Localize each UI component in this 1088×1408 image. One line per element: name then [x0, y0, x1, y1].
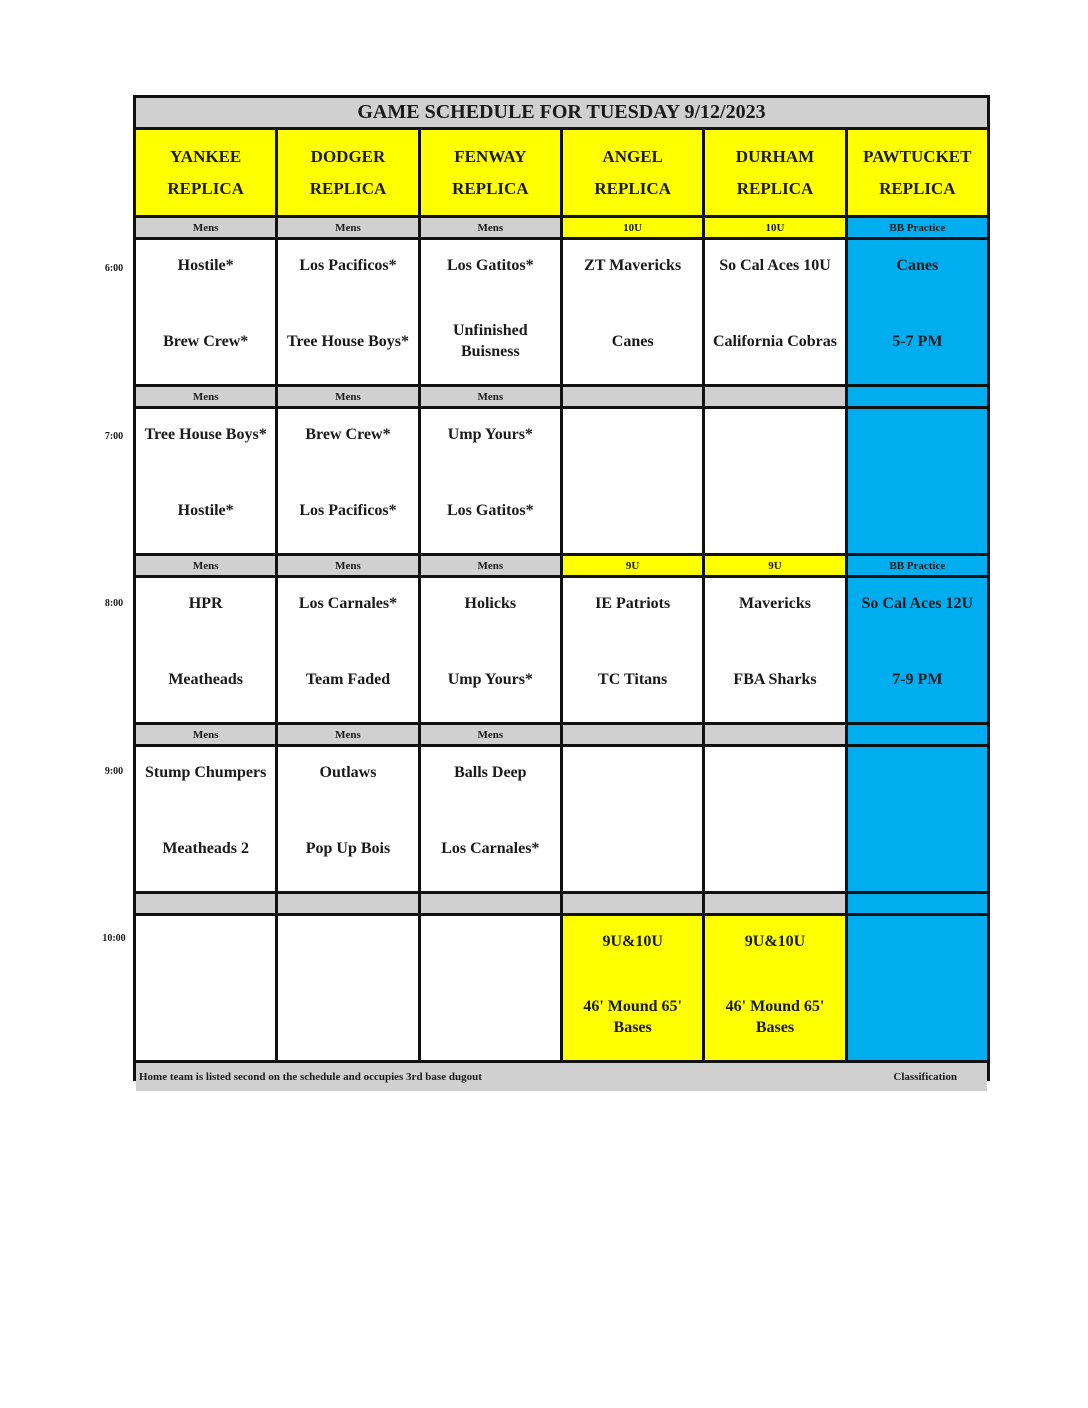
game-cell [705, 240, 844, 384]
field-name: FENWAY [454, 146, 527, 166]
game-cell [848, 578, 987, 722]
away-team: Outlaws [319, 763, 377, 781]
column-header-pawtucket [848, 130, 987, 215]
away-team: Hostile* [177, 256, 234, 274]
division-band [563, 725, 702, 744]
division-band [563, 387, 702, 406]
away-team: Los Gatitos* [446, 256, 534, 274]
away-team: IE Patriots [595, 594, 671, 612]
away-team [705, 747, 844, 819]
division-band: Mens [136, 725, 275, 744]
game-cell [848, 240, 987, 384]
game-cell [705, 409, 844, 553]
home-team: Hostile* [177, 501, 234, 519]
column-header-fenway [421, 130, 560, 215]
field-name: DURHAM [735, 146, 815, 166]
game-cell [705, 916, 844, 1060]
time-label: 8:00 [104, 598, 124, 609]
away-team: HPR [188, 594, 223, 612]
away-team: So Cal Aces 10U [719, 256, 831, 274]
field-sub: REPLICA [879, 178, 956, 198]
field-name: ANGEL [602, 146, 663, 166]
division-band: Mens [136, 556, 275, 575]
column-header-dodger [278, 130, 417, 215]
home-team: Canes [611, 332, 654, 350]
game-cell [136, 916, 275, 1060]
away-team: ZT Mavericks [584, 256, 682, 274]
away-team [848, 409, 987, 481]
game-cell [421, 747, 560, 891]
division-band [705, 725, 844, 744]
game-cell [421, 578, 560, 722]
game-cell [136, 409, 275, 553]
game-cell [136, 747, 275, 891]
game-cell [278, 409, 417, 553]
division-band [705, 387, 844, 406]
home-team: 5-7 PM [892, 332, 943, 350]
away-team: Stump Chumpers [144, 763, 267, 781]
home-team [705, 481, 844, 553]
division-band [848, 725, 987, 744]
home-team [848, 988, 987, 1060]
division-band [563, 894, 702, 913]
home-team: Unfinished Buisness [452, 322, 528, 360]
game-cell [848, 916, 987, 1060]
game-cell [278, 578, 417, 722]
time-label: 10:00 [102, 933, 126, 944]
game-cell [848, 409, 987, 553]
division-band: Mens [421, 387, 560, 406]
column-header-yankee [136, 130, 275, 215]
home-team [563, 819, 702, 891]
home-team: 7-9 PM [892, 670, 943, 688]
home-team: Brew Crew* [163, 332, 249, 350]
division-band: Mens [421, 556, 560, 575]
game-cell [848, 747, 987, 891]
division-band [705, 894, 844, 913]
game-cell [563, 578, 702, 722]
classification-label: Classification [893, 1071, 957, 1083]
time-label: 6:00 [104, 263, 124, 274]
away-team: Los Pacificos* [299, 256, 397, 274]
home-team [278, 988, 417, 1060]
division-band: 9U [705, 556, 844, 575]
home-team [136, 988, 275, 1060]
division-band: BB Practice [848, 218, 987, 237]
game-cell [136, 240, 275, 384]
home-team: 46' Mound 65' Bases [583, 998, 682, 1036]
away-team [848, 916, 987, 988]
away-team: Holicks [464, 594, 517, 612]
away-team [136, 916, 275, 988]
away-team [563, 747, 702, 819]
division-band [136, 894, 275, 913]
away-team [278, 916, 417, 988]
away-team: 9U&10U [744, 932, 806, 950]
home-team: Ump Yours* [447, 670, 533, 688]
home-team: California Cobras [712, 332, 837, 350]
game-cell [278, 916, 417, 1060]
game-cell [563, 240, 702, 384]
home-team: Meatheads [168, 670, 243, 688]
field-sub: REPLICA [309, 178, 387, 198]
home-team [705, 819, 844, 891]
division-band: 9U [563, 556, 702, 575]
field-name: PAWTUCKET [863, 146, 972, 166]
away-team: Balls Deep [454, 763, 527, 781]
game-cell [563, 747, 702, 891]
away-team: Tree House Boys* [144, 425, 267, 443]
division-band: Mens [136, 387, 275, 406]
away-team: Los Carnales* [298, 594, 398, 612]
field-sub: REPLICA [736, 178, 814, 198]
game-cell [563, 916, 702, 1060]
game-cell [563, 409, 702, 553]
time-label: 9:00 [104, 766, 124, 777]
division-band: Mens [278, 725, 417, 744]
away-team: Canes [896, 256, 939, 274]
field-name: YANKEE [170, 146, 242, 166]
game-cell [136, 578, 275, 722]
game-cell [278, 747, 417, 891]
division-band: 10U [563, 218, 702, 237]
time-label: 7:00 [104, 431, 124, 442]
home-team [563, 481, 702, 553]
field-sub: REPLICA [167, 178, 244, 198]
schedule-title: GAME SCHEDULE FOR TUESDAY 9/12/2023 [136, 98, 987, 127]
game-cell [705, 578, 844, 722]
away-team: Ump Yours* [447, 425, 533, 443]
division-band: Mens [421, 218, 560, 237]
division-band: BB Practice [848, 556, 987, 575]
away-team: 9U&10U [602, 932, 663, 950]
division-band [848, 387, 987, 406]
game-cell [421, 240, 560, 384]
game-cell [705, 747, 844, 891]
game-cell [421, 916, 560, 1060]
home-team-note: Home team is listed second on the schedule and occupies 3rd base dugout [139, 1071, 482, 1083]
home-team: Pop Up Bois [305, 839, 391, 857]
away-team [421, 916, 560, 988]
schedule-table [133, 95, 990, 1081]
home-team: Team Faded [305, 670, 391, 688]
game-cell [278, 240, 417, 384]
field-name: DODGER [310, 146, 386, 166]
column-header-angel [563, 130, 702, 215]
away-team [848, 747, 987, 819]
division-band: 10U [705, 218, 844, 237]
field-sub: REPLICA [594, 178, 671, 198]
home-team [848, 819, 987, 891]
away-team [563, 409, 702, 481]
home-team [848, 481, 987, 553]
division-band: Mens [278, 556, 417, 575]
division-band: Mens [278, 218, 417, 237]
division-band: Mens [278, 387, 417, 406]
home-team: Los Pacificos* [299, 501, 397, 519]
division-band [278, 894, 417, 913]
home-team [421, 988, 560, 1060]
home-team: Los Carnales* [441, 839, 540, 857]
home-team: Meatheads 2 [162, 839, 249, 857]
footer-note-bar [136, 1063, 987, 1091]
division-band: Mens [136, 218, 275, 237]
division-band [848, 894, 987, 913]
division-band: Mens [421, 725, 560, 744]
home-team: 46' Mound 65' Bases [725, 998, 825, 1036]
away-team [705, 409, 844, 481]
column-header-durham [705, 130, 844, 215]
game-cell [421, 409, 560, 553]
home-team: Tree House Boys* [286, 332, 410, 350]
home-team: Los Gatitos* [446, 501, 534, 519]
field-sub: REPLICA [452, 178, 529, 198]
away-team: Mavericks [739, 594, 811, 612]
division-band [421, 894, 560, 913]
away-team: So Cal Aces 12U [861, 594, 974, 612]
home-team: FBA Sharks [733, 670, 817, 688]
away-team: Brew Crew* [305, 425, 391, 443]
home-team: TC Titans [598, 670, 668, 688]
